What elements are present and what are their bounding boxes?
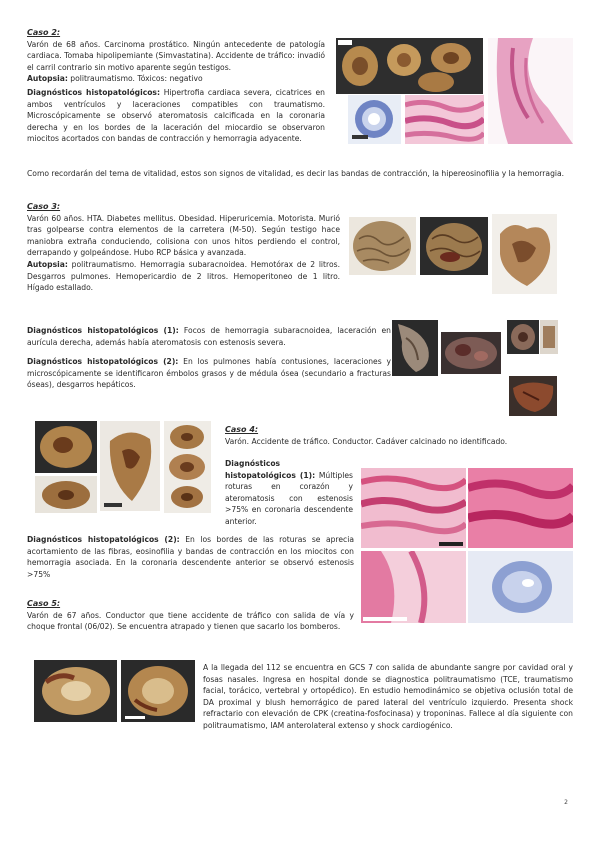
caso5-heart-slice-photo (121, 660, 195, 722)
aorta-image (392, 320, 438, 376)
caso2-dx (27, 87, 325, 145)
caso2-intro: Varón de 68 años. Carcinoma prostático. Ningún antecedente de patología cardiaca. Tomaba hipolipemiante (Simvastatina). Accidente de tráfico: invadió el carril contrario sin motivo aparente según testigos. (27, 39, 325, 72)
brain-image (349, 217, 416, 275)
caso2-text (27, 27, 325, 145)
caso5-evolution: A la llegada del 112 se encuentra en GCS 7 con salida de abundante sangre por cavidad oral y fosas nasales. Ingresa en hospital donde se diagnostica politraumatismo (TCE, traumatismo facial, torácico, vertebral y ortopédico). En estudio hemodinámico se objetiva oclusión total de DA proximal y blush hemorrágico de pared lateral del ventrículo izquierdo. Presenta shock refractario con elevación de CPK (creatina-fosfocinasa) y troponinas. Fallece al día siguiente con politraumatismo, IAM anterolateral extenso y shock cardiogénico. (203, 663, 573, 730)
caso2-dx-label: Diagnósticos histopatológicos: (27, 87, 160, 97)
caso3-heart-photo (492, 214, 557, 294)
caso3-aorta-photo (392, 320, 438, 376)
caso3-autopsia-text: politraumatismo. Hemorragia subaracnoidea. Hemotórax de 2 litros. Desgarros pulmones. Hemopericardio de 2 litros. Hemoperitoneo de 1 litro. Hígado estallado. (27, 259, 340, 293)
page-number: 2 (564, 799, 568, 806)
caso4-histology-1 (361, 468, 466, 548)
caso2-autopsia-text: politraumatismo. Tóxicos: negativo (67, 74, 203, 84)
caso4-histology-3 (361, 551, 466, 623)
eosinophilia-image (361, 551, 466, 623)
caso3-dx1-text: Focos de hemorragia subaracnoidea, laceración en aurícula derecha, además había ateromatosis con estenosis severa. (27, 326, 391, 347)
caso4-heart-photo-2 (100, 421, 160, 511)
myocardium-low-power-image (488, 38, 573, 144)
caso2-note: Como recordarán del tema de vitalidad, estos son signos de vitalidad, es decir las bandas de contracción, la hipereosinofilia y la hemorragia. (27, 169, 565, 178)
caso5-evolution-top (203, 662, 573, 732)
heart-rupture-image-2 (100, 421, 160, 511)
caso5-text (27, 598, 354, 633)
caso2-myocardium-histology-photo (405, 95, 484, 144)
caso4-dx2-text: En los bordes de las roturas se aprecia acortamiento de las fibras, eosinofilia y bandas de contracción en los miocitos con hemorragia asociada. En la coronaria descendente anterior se observó estenosis >75% (27, 535, 354, 579)
infarct-heart-slice-image (34, 660, 117, 722)
lv-wall-slice-image (121, 660, 195, 722)
caso3-vessel-photo (507, 320, 539, 354)
caso4-heart-photo-3 (35, 476, 97, 513)
caso3-autopsia-label: Autopsia: (27, 259, 68, 269)
caso3-liver-photo (509, 376, 557, 416)
caso5-heart-photo (34, 660, 117, 722)
caso3-text (27, 201, 340, 294)
caso4-dx1-label: Diagnósticos histopatológicos (1): (225, 459, 316, 480)
coronary-stenosis-image (468, 551, 573, 623)
heart-specimen-image (492, 214, 557, 294)
caso3-dx1 (27, 325, 391, 348)
caso5-intro: Varón de 67 años. Conductor que tiene accidente de tráfico con salida de vía y choque frontal (06/02). Se encuentra atrapado y tienen que sacarlo los bomberos. (27, 610, 354, 632)
caso4-title: Caso 4: (225, 425, 259, 434)
caso3-autopsia (27, 259, 340, 294)
caso4-heart-photo-1 (35, 421, 97, 473)
lung-tissue-image (441, 332, 501, 374)
liver-image (509, 376, 557, 416)
caso3-lung-photo (441, 332, 501, 374)
caso2-dx-text: Hipertrofia cardiaca severa, cicatrices en ambos ventrículos y laceraciones compatibles con traumatismo. Microscópicamente se observó ateromatosis calcificada en la coronaria derecha y en los bordes de la laceración del miocardio se observaron miocitos acortados con bandas de contracción y hemorragia adyacente. (27, 87, 325, 144)
caso2-histology-wide-photo (488, 38, 573, 144)
caso3-brain-photo-1 (349, 217, 416, 275)
caso2-title: Caso 2: (27, 28, 61, 37)
caso3-dx2-label: Diagnósticos histopatológicos (2): (27, 357, 179, 366)
caso4-dx1 (225, 458, 353, 528)
caso4-histology-2 (468, 468, 573, 548)
caso2-autopsia (27, 73, 325, 85)
caso4-coronary-histology (468, 551, 573, 623)
heart-slices-vertical-image (164, 421, 211, 513)
specimen-small-image (540, 320, 558, 354)
caso3-title: Caso 3: (27, 202, 61, 211)
myocardium-he-image (405, 95, 484, 144)
caso3-dx2 (27, 356, 391, 391)
caso4-dx2 (27, 534, 354, 580)
brain-hemorrhage-image (420, 217, 488, 275)
caso3-specimen-photo-small (540, 320, 558, 354)
myocardium-hemorrhage-image (468, 468, 573, 548)
caso2-coronary-histology-photo (348, 95, 401, 144)
caso4-dx2-label: Diagnósticos histopatológicos (2): (27, 535, 180, 544)
caso4-text (225, 424, 573, 447)
myocyte-contraction-bands-image (361, 468, 466, 548)
caso4-intro: Varón. Accidente de tráfico. Conductor. Cadáver calcinado no identificado. (225, 436, 508, 446)
caso2-heart-slices-photo (336, 38, 483, 94)
caso3-dx2-text: En los pulmones había contusiones, laceraciones y microscópicamente se identificaron émbolos grasos y de médula ósea (secundario a fracturas óseas), desgarros hepáticos. (27, 357, 391, 390)
caso3-brain-photo-2 (420, 217, 488, 275)
heart-slices-image (336, 38, 483, 94)
heart-rupture-image-1 (35, 421, 97, 473)
caso2-autopsia-label: Autopsia: (27, 74, 68, 84)
caso4-heart-slices-photo (164, 421, 211, 513)
caso3-intro: Varón 60 años. HTA. Diabetes mellitus. Obesidad. Hiperuricemia. Motorista. Murió tras golpearse contra elementos de la carretera (M-50). Según testigo hace maniobra extraña conduciendo, colisiona con unos hitos perdiendo el control, derrapando y golpeándose. Hubo RCP básica y avanzada. (27, 213, 340, 258)
caso3-dx1-label: Diagnósticos histopatológicos (1): (27, 326, 179, 335)
coronary-section-image (348, 95, 401, 144)
vessel-image (507, 320, 539, 354)
caso5-title: Caso 5: (27, 599, 61, 608)
caso4-dx1-text: Múltiples roturas en corazón y ateromatosis con estenosis >75% en coronaria descendente anterior. (225, 470, 353, 526)
heart-rupture-image-3 (35, 476, 97, 513)
